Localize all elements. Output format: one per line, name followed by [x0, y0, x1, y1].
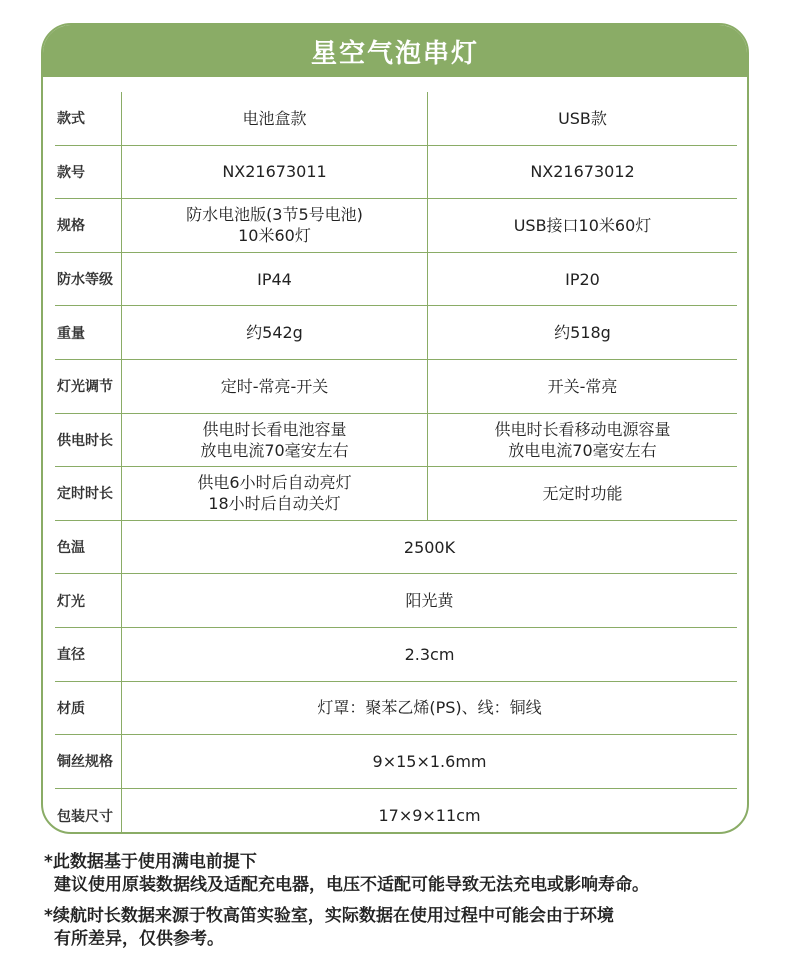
spec-row	[55, 735, 737, 789]
spec-label: 铜丝规格	[55, 735, 122, 788]
footnote-line: 有所差异，仅供参考。	[54, 929, 224, 949]
spec-value-usb: 约518g	[554, 323, 611, 343]
spec-value-battery: 定时-常亮-开关	[122, 360, 428, 413]
spec-value: 2500K	[403, 537, 456, 557]
footnotes	[44, 851, 764, 959]
spec-row	[55, 360, 737, 414]
footnote-line: *此数据基于使用满电前提下	[44, 852, 257, 872]
spec-value: 灯罩：聚苯乙烯(PS)、线：铜线	[317, 698, 542, 718]
spec-label: 防水等级	[55, 253, 122, 306]
spec-row	[55, 414, 737, 468]
spec-value-usb: 无定时功能	[542, 483, 623, 503]
spec-table	[55, 92, 737, 834]
footnote	[44, 905, 764, 951]
spec-value-usb: 开关-常亮	[547, 376, 618, 396]
spec-value-usb: 供电时长看移动电源容量 放电电流70毫安左右	[494, 419, 671, 460]
spec-row	[55, 628, 737, 682]
footnote-line: 建议使用原装数据线及适配充电器，电压不适配可能导致无法充电或影响寿命。	[54, 875, 649, 895]
spec-value-usb: NX21673012	[530, 162, 635, 182]
spec-card-title: 星空气泡串灯	[43, 25, 747, 77]
footnote	[44, 851, 764, 897]
spec-label: 材质	[55, 682, 122, 735]
spec-label: 灯光	[55, 574, 122, 627]
spec-label: 规格	[55, 199, 122, 252]
spec-value: 2.3cm	[404, 644, 455, 664]
spec-value-battery: IP44	[122, 253, 428, 306]
spec-value-battery: 供电时长看电池容量 放电电流70毫安左右	[122, 414, 428, 467]
spec-label: 重量	[55, 306, 122, 359]
spec-value-battery: 防水电池版(3节5号电池) 10米60灯	[122, 199, 428, 252]
spec-label: 直径	[55, 628, 122, 681]
spec-value: 9×15×1.6mm	[372, 751, 487, 771]
spec-card	[41, 23, 749, 834]
spec-label: 色温	[55, 521, 122, 574]
spec-value-usb: USB款	[558, 108, 607, 128]
spec-value-battery: NX21673011	[122, 146, 428, 199]
footnote-line: *续航时长数据来源于牧高笛实验室，实际数据在使用过程中可能会由于环境	[44, 906, 614, 926]
spec-label: 灯光调节	[55, 360, 122, 413]
spec-row	[55, 574, 737, 628]
spec-label: 款号	[55, 146, 122, 199]
spec-row	[55, 146, 737, 200]
spec-value: 17×9×11cm	[378, 806, 481, 826]
spec-row	[55, 199, 737, 253]
spec-label: 供电时长	[55, 414, 122, 467]
spec-value: 阳光黄	[405, 591, 454, 611]
spec-row	[55, 789, 737, 834]
spec-label: 定时时长	[55, 467, 122, 520]
spec-label: 包装尺寸	[55, 789, 122, 834]
spec-row	[55, 253, 737, 307]
spec-row	[55, 306, 737, 360]
spec-value-usb: IP20	[565, 269, 600, 289]
spec-value-battery: 约542g	[122, 306, 428, 359]
spec-row	[55, 92, 737, 146]
spec-value-battery: 电池盒款	[122, 92, 428, 145]
spec-value-usb: USB接口10米60灯	[513, 215, 652, 235]
spec-label: 款式	[55, 92, 122, 145]
spec-row	[55, 682, 737, 736]
spec-row	[55, 467, 737, 521]
spec-row	[55, 521, 737, 575]
spec-value-battery: 供电6小时后自动亮灯 18小时后自动关灯	[122, 467, 428, 520]
